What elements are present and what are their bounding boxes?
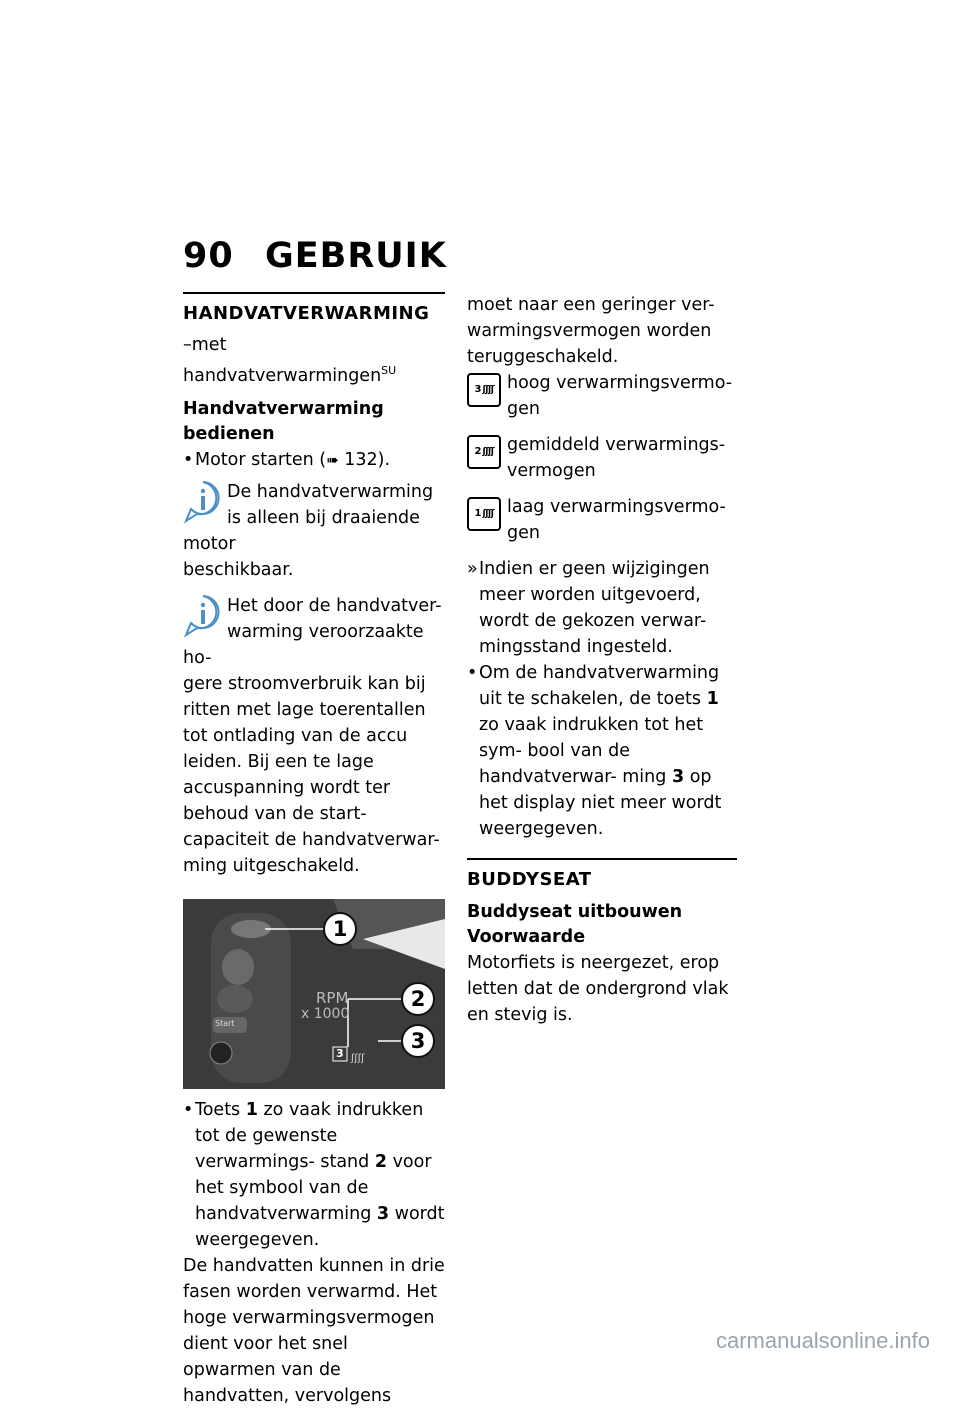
paragraph-continued: moet naar een geringer ver- warmingsvermogen worden teruggeschakeld.	[467, 295, 715, 367]
bullet-dot: •	[183, 449, 194, 470]
info-text: De handvatverwarming is alleen bij draaiende motor	[183, 481, 434, 554]
level-digit: 3	[474, 384, 482, 395]
page-ref-arrow-icon: ➠	[326, 450, 339, 469]
subheading-uitbouwen: Buddyseat uitbouwen	[467, 902, 683, 922]
heat-level-icon: 3 ʃʃʃʃ	[467, 373, 501, 407]
ref-3: 3	[376, 1203, 390, 1224]
bullet-dot: •	[183, 1099, 194, 1120]
bullet-text: wordt weergegeven.	[195, 1203, 445, 1250]
heat-level-icon: 1 ʃʃʃʃ	[467, 497, 501, 531]
bullet-text: Om de handvatverwarming uit te schakelen, de toets	[479, 663, 720, 709]
ref-1: 1	[706, 689, 719, 709]
section-title-buddyseat: BUDDYSEAT	[467, 869, 592, 890]
level-medium	[467, 432, 737, 484]
level-text: laag verwarmingsvermo- gen	[507, 497, 726, 543]
ref-3: 3	[671, 767, 685, 787]
subheading-bedienen: Handvatverwarming bedienen	[183, 398, 384, 444]
level-low	[467, 494, 737, 546]
bullet-uitschakelen	[467, 660, 737, 842]
ref-1: 1	[245, 1099, 258, 1120]
page-header	[183, 236, 447, 276]
indicator-digit: 3	[336, 1046, 344, 1060]
heat-level-icon: 2 ʃʃʃʃ	[467, 435, 501, 469]
result-text: Indien er geen wijzigingen meer worden uitgevoerd, wordt de gekozen verwar- mingsstand ingesteld.	[479, 559, 710, 657]
level-digit: 2	[474, 446, 482, 457]
info-note-2	[183, 593, 445, 879]
info-text-rest: beschikbaar.	[183, 559, 294, 580]
chapter-title: GEBRUIK	[265, 236, 447, 276]
paragraph-fasen: De handvatten kunnen in drie fasen worden verwarmd. Het hoge verwarmingsvermogen dient voor het snel opwarmen van de handvatten, vervolgens	[183, 1255, 445, 1406]
info-icon	[183, 479, 223, 525]
bullet-toets	[183, 1097, 445, 1253]
start-button-label: Start	[215, 1018, 235, 1028]
rpm-scale: x 1000	[301, 1005, 350, 1022]
bullet-start-engine	[183, 447, 445, 473]
section-title-handvatverwarming: HANDVATVERWARMING	[183, 303, 430, 324]
bullet-text: voor het symbool van de handvatverwarming	[195, 1151, 432, 1224]
bullet-text: zo vaak indrukken tot de gewenste verwarmings- stand	[195, 1099, 424, 1172]
left-column	[183, 292, 445, 1409]
option-text: –met handvatverwarmingen	[183, 335, 382, 386]
level-text: gemiddeld verwarmings- vermogen	[507, 435, 726, 481]
page-ref: 132).	[338, 449, 391, 470]
callout-1: 1	[323, 912, 357, 946]
subheading-voorwaarde: Voorwaarde	[467, 927, 586, 947]
level-digit: 1	[474, 508, 482, 519]
info-icon	[183, 593, 223, 639]
level-text: hoog verwarmingsvermo- gen	[507, 373, 733, 419]
level-high	[467, 370, 737, 422]
result-marker: »	[467, 559, 478, 579]
svg-text:ʃʃʃʃ: ʃʃʃʃ	[351, 1052, 365, 1064]
info-note-1	[183, 479, 445, 583]
bullet-text: Motor starten (	[195, 449, 327, 470]
bullet-text: op het display niet meer wordt weergegeven.	[479, 767, 722, 839]
option-code: SU	[381, 364, 397, 377]
handlebar-switch-photo	[183, 899, 445, 1089]
rpm-label: RPM	[316, 988, 349, 1007]
info-text: Het door de handvatver- warming veroorzaakte ho-	[183, 595, 442, 668]
paragraph-voorwaarde: Motorfiets is neergezet, erop letten dat de ondergrond vlak en stevig is.	[467, 953, 729, 1025]
section-rule	[183, 292, 445, 294]
callout-3: 3	[401, 1024, 435, 1058]
bullet-text: zo vaak indrukken tot het sym- bool van de handvatverwar- ming	[479, 715, 704, 787]
page-number: 90	[183, 236, 234, 276]
info-text-rest: gere stroomverbruik kan bij ritten met lage toerentallen tot ontlading van de accu leiden. Bij een te lage accuspanning wordt ter behoud van de start- capaciteit de handvatverwar- ming uitgeschakeld.	[183, 673, 440, 876]
bullet-text: Toets	[195, 1099, 246, 1120]
watermark: carmanualsonline.info	[715, 1328, 930, 1353]
section-rule	[467, 858, 737, 860]
option-line	[183, 332, 445, 389]
right-column	[467, 292, 737, 1028]
callout-2: 2	[401, 982, 435, 1016]
result-line	[467, 556, 737, 660]
bullet-dot: •	[467, 663, 478, 683]
ref-2: 2	[374, 1151, 387, 1172]
